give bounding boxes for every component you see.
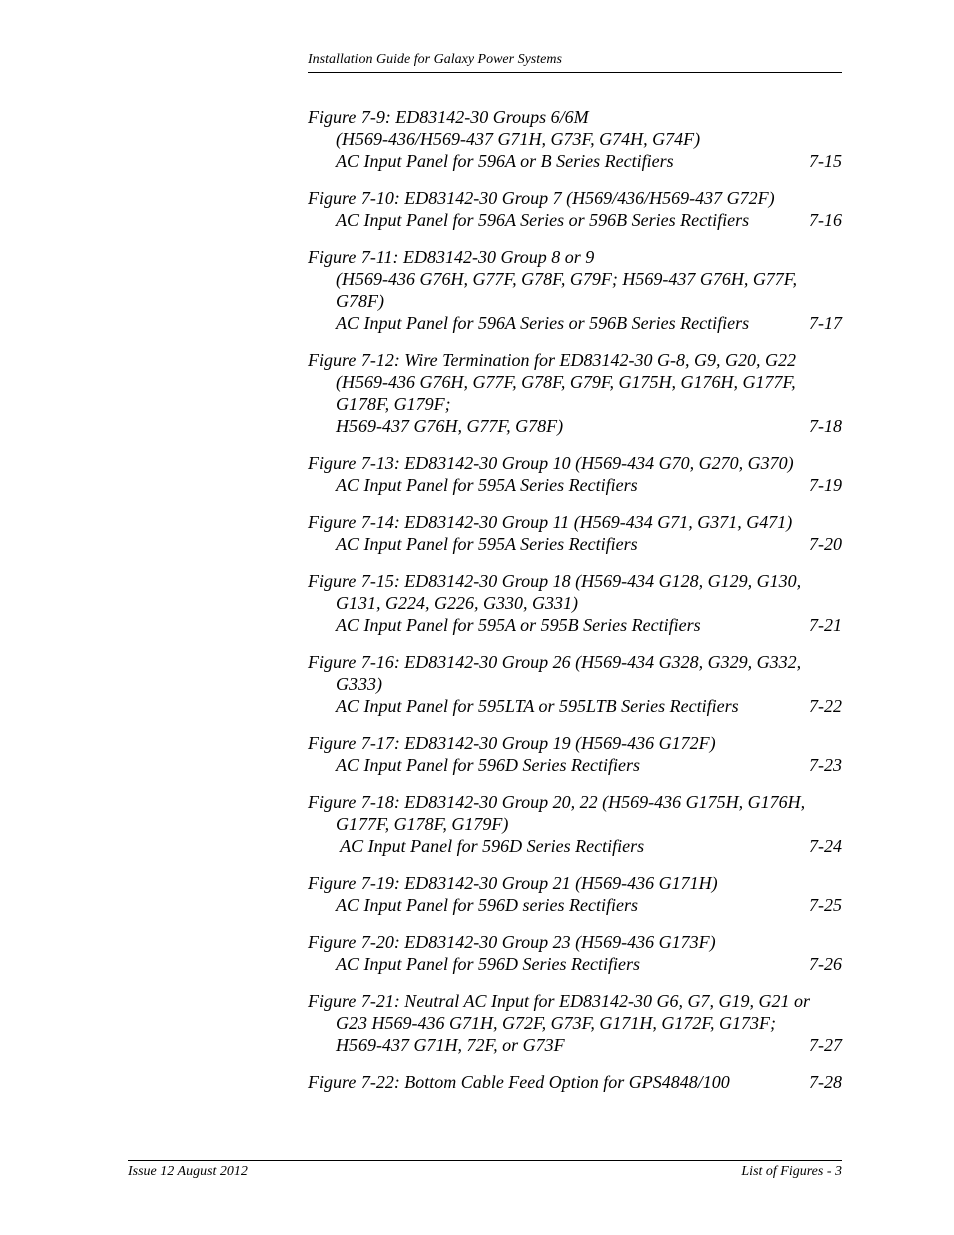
entry-title: Figure 7-17: ED83142-30 Group 19 (H569-436 G172F) bbox=[308, 733, 716, 753]
footer-issue: Issue 12 August 2012 bbox=[128, 1164, 248, 1179]
entry-continuation: G23 H569-436 G71H, G72F, G73F, G171H, G172F, G173F; bbox=[336, 1013, 776, 1033]
entry-page-number[interactable]: 7-28 bbox=[809, 1072, 842, 1092]
entry-description: AC Input Panel for 595A Series Rectifiers bbox=[336, 534, 638, 554]
toc-entry[interactable] bbox=[308, 570, 842, 636]
entry-title: Figure 7-16: ED83142-30 Group 26 (H569-434 G328, G329, G332, bbox=[308, 652, 802, 672]
entry-title: Figure 7-14: ED83142-30 Group 11 (H569-434 G71, G371, G471) bbox=[308, 512, 793, 532]
entry-last-line bbox=[308, 415, 842, 437]
entry-page-number[interactable]: 7-21 bbox=[809, 615, 842, 635]
entry-continuation: (H569-436/H569-437 G71H, G73F, G74H, G74F) bbox=[336, 129, 701, 149]
entry-last-line bbox=[308, 474, 842, 496]
toc-entry[interactable] bbox=[308, 511, 842, 555]
toc-entry[interactable] bbox=[308, 990, 842, 1056]
toc-entry[interactable] bbox=[308, 106, 842, 172]
entry-page-number[interactable]: 7-17 bbox=[809, 313, 842, 333]
entry-page-number[interactable]: 7-18 bbox=[809, 416, 842, 436]
entry-last-line bbox=[308, 1071, 842, 1093]
entry-description: AC Input Panel for 596D Series Rectifiers bbox=[336, 954, 640, 974]
entry-description: Figure 7-22: Bottom Cable Feed Option for GPS4848/100 bbox=[308, 1072, 730, 1092]
entry-page-number[interactable]: 7-19 bbox=[809, 475, 842, 495]
entry-title: Figure 7-21: Neutral AC Input for ED83142-30 G6, G7, G19, G21 or bbox=[308, 991, 810, 1011]
entry-page-number[interactable]: 7-24 bbox=[809, 836, 842, 856]
entry-page-number[interactable]: 7-16 bbox=[809, 210, 842, 230]
entry-description: AC Input Panel for 596A Series or 596B Series Rectifiers bbox=[336, 210, 750, 230]
entry-description: AC Input Panel for 596D series Rectifiers bbox=[336, 895, 638, 915]
entry-last-line bbox=[308, 835, 842, 857]
entry-last-line bbox=[308, 614, 842, 636]
entry-title: Figure 7-19: ED83142-30 Group 21 (H569-436 G171H) bbox=[308, 873, 718, 893]
entry-last-line bbox=[308, 150, 842, 172]
entry-description: AC Input Panel for 595LTA or 595LTB Series Rectifiers bbox=[336, 696, 739, 716]
toc-entry[interactable] bbox=[308, 187, 842, 231]
header-title: Installation Guide for Galaxy Power Systems bbox=[308, 52, 562, 67]
toc-entry[interactable] bbox=[308, 732, 842, 776]
entry-title: Figure 7-11: ED83142-30 Group 8 or 9 bbox=[308, 247, 595, 267]
entry-description: AC Input Panel for 595A or 595B Series Rectifiers bbox=[336, 615, 701, 635]
toc-entry[interactable] bbox=[308, 349, 842, 437]
entry-page-number[interactable]: 7-15 bbox=[809, 151, 842, 171]
entry-last-line bbox=[308, 953, 842, 975]
entry-description: AC Input Panel for 595A Series Rectifiers bbox=[336, 475, 638, 495]
entry-description: AC Input Panel for 596D Series Rectifiers bbox=[336, 836, 645, 856]
running-footer bbox=[128, 1160, 842, 1180]
entry-continuation: (H569-436 G76H, G77F, G78F, G79F, G175H, G176H, G177F, bbox=[336, 372, 796, 392]
entry-description: H569-437 G76H, G77F, G78F) bbox=[336, 416, 564, 436]
entry-page-number[interactable]: 7-25 bbox=[809, 895, 842, 915]
toc-entry[interactable] bbox=[308, 452, 842, 496]
toc-entry[interactable] bbox=[308, 651, 842, 717]
entry-title: Figure 7-13: ED83142-30 Group 10 (H569-434 G70, G270, G370) bbox=[308, 453, 794, 473]
entry-last-line bbox=[308, 695, 842, 717]
entry-title: Figure 7-20: ED83142-30 Group 23 (H569-436 G173F) bbox=[308, 932, 716, 952]
entry-description: AC Input Panel for 596A or B Series Rectifiers bbox=[336, 151, 674, 171]
entry-last-line bbox=[308, 1034, 842, 1056]
entry-title: Figure 7-10: ED83142-30 Group 7 (H569/436/H569-437 G72F) bbox=[308, 188, 775, 208]
footer-page-label: List of Figures - 3 bbox=[741, 1164, 842, 1179]
entry-page-number[interactable]: 7-27 bbox=[809, 1035, 842, 1055]
entry-page-number[interactable]: 7-26 bbox=[809, 954, 842, 974]
toc-entry[interactable] bbox=[308, 791, 842, 857]
entry-page-number[interactable]: 7-23 bbox=[809, 755, 842, 775]
entry-title: Figure 7-9: ED83142-30 Groups 6/6M bbox=[308, 107, 589, 127]
entry-page-number[interactable]: 7-22 bbox=[809, 696, 842, 716]
toc-entry[interactable] bbox=[308, 931, 842, 975]
entry-page-number[interactable]: 7-20 bbox=[809, 534, 842, 554]
entry-continuation: G78F) bbox=[336, 291, 384, 311]
entry-continuation: (H569-436 G76H, G77F, G78F, G79F; H569-437 G76H, G77F, bbox=[336, 269, 797, 289]
toc-entry[interactable] bbox=[308, 872, 842, 916]
entry-last-line bbox=[308, 533, 842, 555]
entry-last-line bbox=[308, 894, 842, 916]
toc-entry[interactable] bbox=[308, 246, 842, 334]
entry-title: Figure 7-12: Wire Termination for ED83142-30 G-8, G9, G20, G22 bbox=[308, 350, 796, 370]
entry-description: H569-437 G71H, 72F, or G73F bbox=[336, 1035, 565, 1055]
entry-description: AC Input Panel for 596D Series Rectifiers bbox=[336, 755, 640, 775]
list-of-figures bbox=[308, 106, 842, 1108]
entry-last-line bbox=[308, 754, 842, 776]
entry-continuation: G333) bbox=[336, 674, 382, 694]
entry-description: AC Input Panel for 596A Series or 596B Series Rectifiers bbox=[336, 313, 750, 333]
entry-last-line bbox=[308, 312, 842, 334]
toc-entry[interactable] bbox=[308, 1071, 842, 1093]
entry-continuation: G177F, G178F, G179F) bbox=[336, 814, 509, 834]
entry-last-line bbox=[308, 209, 842, 231]
entry-title: Figure 7-18: ED83142-30 Group 20, 22 (H569-436 G175H, G176H, bbox=[308, 792, 806, 812]
running-header bbox=[308, 52, 842, 73]
entry-continuation: G178F, G179F; bbox=[336, 394, 451, 414]
entry-continuation: G131, G224, G226, G330, G331) bbox=[336, 593, 578, 613]
entry-title: Figure 7-15: ED83142-30 Group 18 (H569-434 G128, G129, G130, bbox=[308, 571, 802, 591]
